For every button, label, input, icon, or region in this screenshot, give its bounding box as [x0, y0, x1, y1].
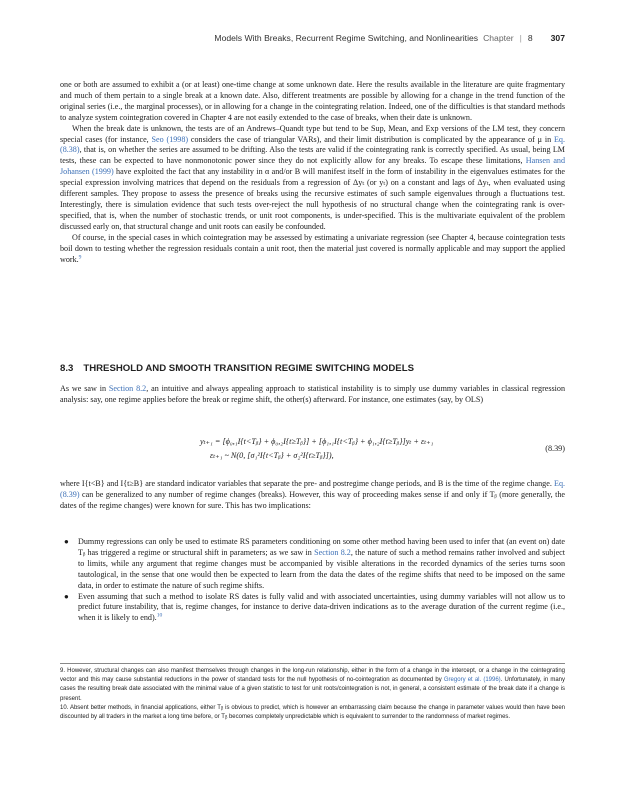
paragraph: As we saw in Section 8.2, an intuitive and always appealing approach to statistical instability is to simply use dummy variables in classical regression analysis: say, one regime applies before the break or regime shift, the other(s) afterward. For instance, one estimates (say, by OLS)	[60, 384, 565, 404]
section-link[interactable]: Section 8.2	[108, 384, 147, 393]
section-heading	[60, 363, 565, 374]
bullet-icon: ●	[64, 591, 69, 601]
running-title: Models With Breaks, Recurrent Regime Switching, and Nonlinearities	[214, 33, 479, 43]
footnote-9: 9. However, structural changes can also manifest themselves through changes in the long-run relationship, either in the form of a change in the intercept, or a change in the cointegrating vector and this may cause substantial reductions in the power of standard tests for the null hypothesis of no-cointegration as documented by Gregory et al. (1996). Unfortunately, in many cases the resulting break date associated with the minimal value of a given statistic to test for unit roots/cointegration is not, in general, a consistent estimate of the break date if a change is present.	[60, 668, 565, 702]
section-title: THRESHOLD AND SMOOTH TRANSITION REGIME SWITCHING MODELS	[83, 363, 414, 374]
equation-number: (8.39)	[545, 444, 565, 453]
body-block-1	[60, 80, 565, 265]
running-header	[60, 33, 565, 47]
chapter-number: 8	[527, 33, 533, 43]
paragraph: where I{t<B} and I{t≥B} are standard indicator variables that separate the pre- and postregime change periods, and B is the time of the regime change. Eq. (8.39) can be generalized to any number of regime changes (breaks). However, this way of proceeding makes sense if and only if Tᵦ (more generally, the dates of the regime changes) were known for sure. This has two implications:	[60, 479, 566, 510]
equation-link[interactable]: Eq. (8.39)	[60, 479, 566, 499]
equation-line: εₜ₊₁ ~ N(0, [σ₁²I{t<Tᵦ} + σ₂²I{t≥Tᵦ}]),	[210, 451, 334, 460]
equation-line: yₜ₊₁ = [ϕ₀,₁I{t<Tᵦ} + ϕ₀,₂I{t≥Tᵦ}] + [ϕ₁,₁I{t<Tᵦ} + ϕ₁,₂I{t≥Tᵦ}]yₜ + εₜ₊₁	[200, 437, 434, 446]
citation-link[interactable]: Hansen and Johansen (1999)	[60, 156, 566, 177]
bullet-list	[60, 537, 565, 624]
header-divider: |	[519, 33, 522, 43]
list-item: ● Even assuming that such a method to isolate RS dates is fully valid and with associated uncertainties, using dummy variables will not allow us to predict future instability, that is, regime changes, for instance to derive data-driven indications as to the average duration of the current regime (i.e., when it is likely to end).$^{10}$	[64, 591, 565, 623]
body-block-3	[60, 479, 565, 512]
list-item: ● Dummy regressions can only be used to estimate RS parameters conditioning on some other method having been used to infer that (an event on) date Tᵦ has triggered a regime or structural shift in parameters; as we saw in Section 8.2, the nature of such a method remains rather involved and subject to limits, while any argument that regime changes must be accompanied by visible alterations in the recorded dynamics of the series turns soon tautological, in the sense that one would then be expected to learn from the data the dates of the regime shifts that need to be imposed on the same data, in order to estimate the nature of such regime shifts.	[64, 537, 565, 590]
chapter-label: Chapter	[483, 33, 514, 43]
paragraph: Of course, in the special cases in which cointegration may be assessed by estimating a univariate regression (see Chapter 4, because cointegration tests boil down to testing whether the regression residuals contain a unit root, then the material just covered is normally applicable and may support the applied work.$^9$	[60, 232, 565, 264]
citation-link[interactable]: Gregory et al. (1996)	[443, 677, 501, 684]
equation-8-39	[60, 430, 565, 472]
paragraph: one or both are assumed to exhibit a (or at least) one-time change at some unknown date. Here the results available in the literature are quite fragmentary and much of them pertain to a single break at a known date. Also, different treatments are possible by allowing for a change in the trend function of the original series (i.e., the marginal processes), or in allowing for a change in the cointegrating relation. Indeed, one of the difficulties is that standard methods to analyze system cointegration covered in Chapter 4 are not easily extended to the case of breaks, when their date is unknown.	[60, 80, 565, 122]
page-number: 307	[550, 33, 565, 43]
footnote-divider	[60, 663, 565, 664]
paragraph: When the break date is unknown, the tests are of an Andrews–Quandt type but tend to be Sup, Mean, and Exp versions of the LM test, they concern special cases (for instance, Seo (1998) considers the case of triangular VARs), and their limit distribution is complicated by the appearance of μ in Eq. (8.38), that is, on whether the series are assumed to be drifting. Also the tests are valid if the cointegrating rank is correctly specified. As usual, being LM tests, these can be expected to have nonmonotonic power since they do not explicitly allow for any breaks. To escape these limitations, Hansen and Johansen (1999) have exploited the fact that any instability in α and/or B will manifest itself in the form of instability in the eigenvalues estimates for the special expression involving matrices that depend on the residuals from a regression of Δyₜ (or yₜ) on a constant and lags of Δyₜ, when evaluated using different samples. They propose to assess the presence of breaks using the recursive estimates of such sample eigenvalues through a fluctuations test. Interestingly, there is simulation evidence that such tests over-reject the null hypothesis of no structural change when the cointegrating rank is over-specified, that is, when the number of stochastic trends, or unit root components, is under-specified. This is the multivariate equivalent of the problem discussed early on, that structural change and unit roots can easily be confounded.	[60, 123, 566, 231]
equation-link[interactable]: Eq. (8.38)	[60, 134, 565, 155]
footnote-10: 10. Absent better methods, in financial applications, either Tᵦ is obvious to predict, which is however an embarrassing claim because the change in parameter values would then have been discounted by all traders in the market a long time before, or Tᵦ becomes completely unpredictable which is equivalent to surrender to the randomness of market regimes.	[60, 704, 565, 721]
body-block-2	[60, 384, 565, 406]
footnote-ref[interactable]: 10	[156, 612, 163, 619]
footnotes	[60, 667, 565, 722]
footnote-ref[interactable]: 9	[78, 253, 82, 260]
section-link[interactable]: Section 8.2	[314, 547, 351, 557]
section-number: 8.3	[60, 363, 74, 374]
bullet-icon: ●	[64, 537, 69, 546]
citation-link[interactable]: Seo (1998)	[151, 134, 189, 144]
